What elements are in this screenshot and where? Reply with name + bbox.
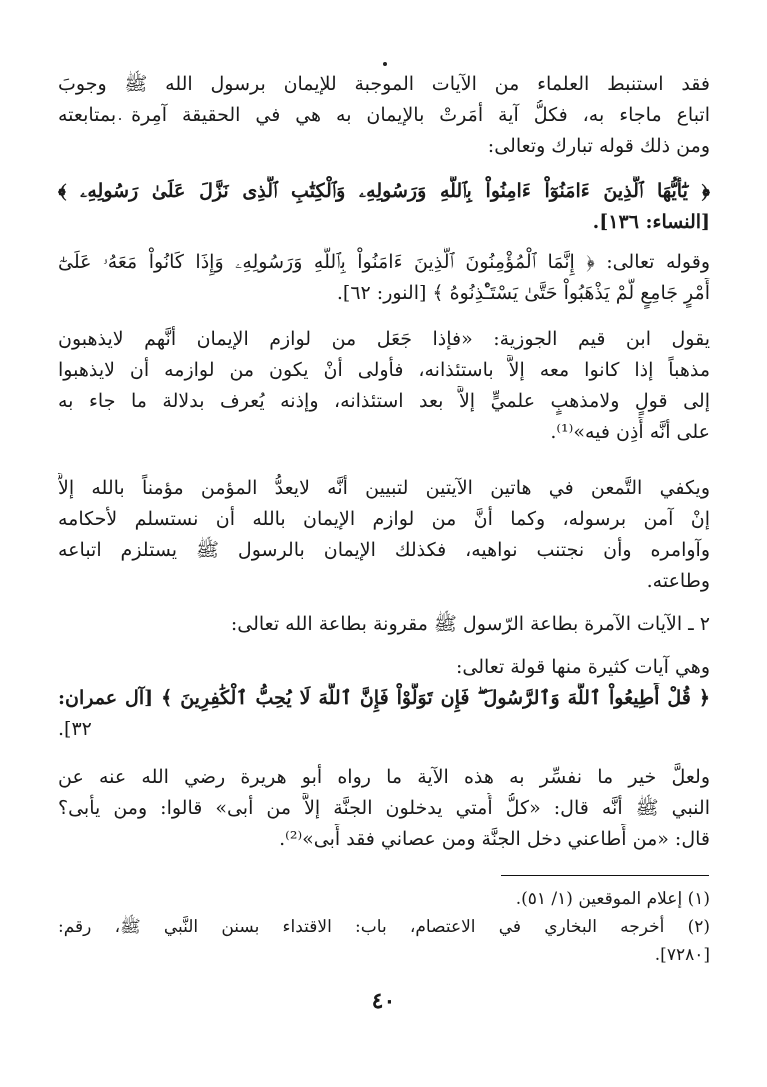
text-line: على أنَّه أَذِن فيه»⁽¹⁾.: [550, 421, 710, 443]
text-line: ومن ذلك قوله تبارك وتعالى:: [487, 135, 710, 157]
paragraph-verse-nur: [58, 247, 710, 309]
text-line: وآوامره وأن نجتنب نواهيه، فكذلك الإيمان بالرسول ﷺ يستلزم اتباعه: [58, 539, 710, 561]
text-line: مذهباً إذا كانوا معه إلاَّ باستئذانه، فأولى أنْ يكون من لوازمه أن لايذهبوا: [58, 359, 710, 381]
text-line: إنْ آمن برسوله، وكما أنَّ من لوازم الإيمان بالله أن نستسلم لأحكامه: [58, 508, 710, 530]
text-line: قال: «من أَطاعني دخل الجنَّة ومن عصاني فقد أَبى»⁽²⁾.: [279, 828, 710, 850]
text-line: إلى قولٍ ولامذهبٍ علميٍّ إلاَّ بعد استئذانه، وإذنه يُعرف بدلالة ما جاء به: [58, 390, 710, 412]
paragraph-hadith: [58, 762, 710, 855]
text-line: ولعلَّ خير ما نفسِّر به هذه الآية ما رواه أبو هريرة رضي الله عنه عن: [58, 766, 710, 788]
top-dot-mark: [383, 62, 387, 66]
verse-reference: ٣٢].: [58, 718, 92, 740]
quran-verse-nisa: [58, 176, 710, 238]
footnote-2: (٢) أخرجه البخاري في الاعتصام، باب: الاقتداء بسنن النَّبي ﷺ، رقم:: [58, 917, 710, 937]
section-heading: [58, 609, 710, 640]
verse-line: ﴿ يَٰٓأَيُّهَا ٱلَّذِينَ ءَامَنُوٓاْ ءَامِنُواْ بِٱللَّهِ وَرَسُولِهِۦ وَٱلْكِتَٰبِ ٱلَّذِى نَزَّلَ عَلَىٰ رَسُولِهِۦ ﴾: [58, 180, 710, 202]
footnotes: [58, 885, 710, 969]
paragraph-ibn-qayyim: [58, 324, 710, 448]
text-line: أَمْرٍ جَامِعٍ لَّمْ يَذْهَبُواْ حَتَّىٰ يَسْتَـْٔذِنُوهُ ﴾ [النور: ٦٢].: [336, 282, 710, 304]
paragraph-contemplation: [58, 473, 710, 597]
verse-reference: [النساء: ١٣٦].: [592, 211, 710, 233]
text-line: فقد استنبط العلماء من الآيات الموجبة للإيمان برسول الله ﷺ وجوبَ: [58, 73, 710, 95]
page-number: ٤٠: [371, 988, 396, 1014]
text-line: وهي آيات كثيرة منها قولة تعالى:: [455, 656, 710, 678]
paragraph-intro: [58, 69, 710, 162]
text-line: وطاعته.: [646, 570, 710, 592]
text-line: النبي ﷺ أنَّه قال: «كلُّ أُمتي يدخلون الجنَّة إلاَّ من أبى» قالوا: ومن يأبى؟: [58, 797, 710, 819]
verse-line: ﴿ قُلْ أَطِيعُواْ ٱللَّهَ وَٱلرَّسُولَ ۖ فَإِن تَوَلَّوْاْ فَإِنَّ ٱللَّهَ لَا يُحِبُّ ٱلْكَٰفِرِينَ ﴾ [آل عمران:: [58, 687, 710, 709]
text-line: وقوله تعالى: ﴿ إِنَّمَا ٱلْمُؤْمِنُونَ ٱلَّذِينَ ءَامَنُواْ بِٱللَّهِ وَرَسُولِهِۦ وَإِذَا كَانُواْ مَعَهُۥ عَلَىٰٓ: [58, 251, 710, 273]
text-line: اتباع ماجاء به، فكلُّ آية أمَرتْ بالإيمان به هي في الحقيقة آمِرة بمتابعته: [58, 104, 710, 126]
text-line: ويكفي التَّمعن في هاتين الآيتين لتبيين أنَّه لايعدُّ المؤمن مؤمناً بالله إلاَّ: [58, 477, 710, 499]
footnote-1: (١) إعلام الموقعين (١/ ٥١).: [515, 889, 710, 909]
text-line: يقول ابن قيم الجوزية: «فإذا جَعَل من لوازم الإيمان أنَّهم لايذهبون: [58, 328, 710, 350]
footnote-divider: [501, 875, 709, 876]
footnote-2-continued: [٧٢٨٠].: [654, 945, 710, 965]
heading-line: ٢ ـ الآيات الآمرة بطاعة الرّسول ﷺ مقرونة بطاعة الله تعالى:: [230, 613, 710, 635]
paragraph-verse-aal-imran: [58, 652, 710, 745]
